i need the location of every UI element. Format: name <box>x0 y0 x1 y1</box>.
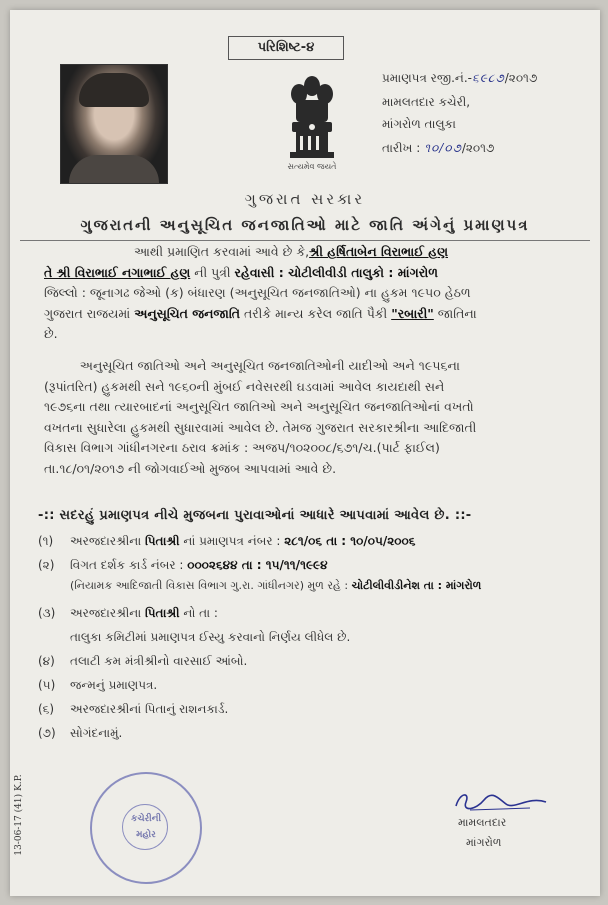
item-text: તલાટી કમ મંત્રીશ્રીનો વારસાઈ આંબો. <box>70 654 248 668</box>
certificate-paragraph <box>44 242 584 352</box>
item-text: (નિયામક આદિજાતી વિકાસ વિભાગ ગુ.રા. ગાંધીનગર) મુળ રહે : <box>70 579 352 592</box>
item-text: અરજદારશ્રીનાં પિતાનું રાશનકાર્ડ. <box>70 702 229 716</box>
item-number: (૩) <box>38 606 56 620</box>
caste-name: "રબારી" <box>391 305 434 321</box>
basis-line: ૧૯૭૬ના તથા ત્યારબાદનાં અનુસૂચિત જાતિઓ અને અનુસૂચિત જનજાતિઓનાં વખતો <box>44 399 474 414</box>
item-value: ૨૮૧/૦૬ તા : ૧૦/૦૫/૨૦૦૬ <box>284 534 416 548</box>
para-recognized: તરીકે માન્ય કરેલ જાતિ પૈકી <box>239 305 392 321</box>
registration-number-line <box>382 68 537 88</box>
evidence-item <box>38 654 247 669</box>
basis-line: (રૂપાંતરિત) હુકમથી સને ૧૯૬૦ની મુંબઈ નવેસરથી ઘડવામાં આવેલ કાયદાથી સને <box>44 378 445 394</box>
seal-inner-ring <box>122 804 168 850</box>
officer-place: માંગરોળ <box>466 836 502 849</box>
scheduled-tribe-label: અનુસૂચિત જનજાતિ <box>134 305 240 321</box>
item-text: જન્મનું પ્રમાણપત્ર. <box>70 678 158 692</box>
office-seal-stamp <box>90 772 202 884</box>
basis-line: વિકાસ વિભાગ ગાંધીનગરના ઠરાવ ક્રમાંક : અજપ/૧૦૨૦૦૮/૬૭૧/ચ.(પાર્ટ ફાઈલ) <box>44 440 440 455</box>
seal-text-line2: મહોર <box>136 830 156 840</box>
item-number: (૨) <box>38 558 55 572</box>
holder-name: શ્રી હર્ષિતાબેન વિરાભાઈ હણ <box>309 244 448 259</box>
item-rest: નાં પ્રમાણપત્ર નંબર : <box>179 534 285 548</box>
item-number: (૧) <box>38 534 54 548</box>
item-number: (૭) <box>38 726 56 740</box>
date-line <box>382 138 494 158</box>
item-text: વિગત દર્શક કાર્ડ નંબર : <box>70 558 188 572</box>
date-label: તારીખ : <box>382 141 421 155</box>
para-caste-suffix: જાતિના <box>433 305 477 321</box>
evidence-item-detail <box>70 579 481 593</box>
evidence-item <box>38 726 122 741</box>
legal-basis-paragraph <box>44 356 584 486</box>
para-state: ગુજરાત રાજયમાં <box>44 305 135 321</box>
evidence-item <box>38 534 415 549</box>
certificate-title: ગુજરાતની અનુસૂચિત જનજાતિઓ માટે જાતિ અંગેનું પ્રમાણપત્ર <box>80 216 530 234</box>
certificate-sheet <box>10 10 600 896</box>
officer-title: મામલતદાર <box>458 816 507 829</box>
office-name: મામલતદાર કચેરી, <box>382 95 471 109</box>
seal-text-line1: કચેરીની <box>130 814 162 824</box>
father-name: તે શ્રી વિરાભાઈ નગાભાઈ હણ <box>44 264 191 280</box>
para-line-2 <box>44 263 438 284</box>
para-line-5: છે. <box>44 326 58 341</box>
para-line-1 <box>134 242 448 263</box>
evidence-list <box>38 534 588 740</box>
registration-label: પ્રમાણપત્ર રજી.નં.- <box>382 71 472 85</box>
state-emblem-icon <box>282 72 342 166</box>
date-year: /૨૦૧૭ <box>461 141 495 155</box>
print-code: 13-06-17 (41) K.P. <box>14 774 24 856</box>
evidence-item <box>38 702 228 717</box>
para-line-4 <box>44 304 477 325</box>
title-rule <box>20 240 590 241</box>
item-bold: ૦૦૦૨૬૪૪ તા : ૧૫/૧૧/૧૯૯૪ <box>187 558 328 572</box>
para-daughter-of: ની પુત્રી <box>190 264 235 280</box>
evidence-item <box>38 678 157 693</box>
evidence-heading: -:: સદરહું પ્રમાણપત્ર નીચે મુજબના પુરાવાઓનાં આધારે આપવામાં આવેલ છે. ::- <box>38 508 472 523</box>
government-title: ગુજરાત સરકાર <box>244 190 366 208</box>
item-number: (૬) <box>38 702 55 716</box>
item-bold: પિતાશ્રી <box>144 534 180 548</box>
item-bold: પિતાશ્રી <box>144 606 180 620</box>
item-number: (૪) <box>38 654 55 668</box>
item-number: (૫) <box>38 678 56 692</box>
evidence-item <box>38 606 218 621</box>
photo-hair <box>79 73 149 107</box>
item-text: અરજદારશ્રીના <box>70 606 145 620</box>
applicant-photo <box>60 64 168 184</box>
officer-signature <box>450 788 550 814</box>
appendix-label: પરિશિષ્ટ-૪ <box>228 36 344 60</box>
registration-year: /૨૦૧૭ <box>504 71 538 85</box>
resident-details: રહેવાસી : ચોટીલીવીડી તાલુકો : માંગરોળ <box>234 264 439 280</box>
date-value: ૧૦/૦૭ <box>424 141 462 155</box>
para-line-3: જિલ્લો : જૂનાગઢ જેઓ (ક) બંધારણ (અનુસૂચિત જનજાતિઓ) ના હુકમ ૧૯૫૦ હેઠળ <box>44 285 471 300</box>
item-bold: ચોટીલીવીડીનેશ તા : માંગરોળ <box>351 579 482 592</box>
registration-number: ૬૯૮૭ <box>471 71 505 85</box>
photo-shirt <box>69 155 159 183</box>
item-text: અરજદારશ્રીના <box>70 534 145 548</box>
basis-line: તા.૧૮/૦૧/૨૦૧૭ ની જોગવાઈઓ મુજબ આપવામાં આવે છે. <box>44 460 337 476</box>
basis-line: વખતના સુધારેલા હુકમથી સુધારવામાં આવેલ છે. તેમજ ગુજરાત સરકારશ્રીના આદિજાતી <box>44 419 477 435</box>
evidence-item-detail: તાલુકા કમિટીમાં પ્રમાણપત્ર ઈસ્યુ કરવાનો નિર્ણય લીધેલ છે. <box>70 630 351 644</box>
taluka-name: માંગરોળ તાલુકા <box>382 117 456 131</box>
basis-line: અનુસૂચિત જાતિઓ અને અનુસૂચિત જનજાતિઓની યાદીઓ અને ૧૯૫૬ના <box>44 358 460 373</box>
para-intro: આથી પ્રમાણિત કરવામાં આવે છે કે, <box>134 244 310 259</box>
evidence-item <box>38 558 328 573</box>
emblem-motto: સત્યમેવ જયતે <box>287 162 337 171</box>
item-rest: નો તા : <box>179 606 218 620</box>
item-text: સોગંદનામું. <box>70 726 123 740</box>
